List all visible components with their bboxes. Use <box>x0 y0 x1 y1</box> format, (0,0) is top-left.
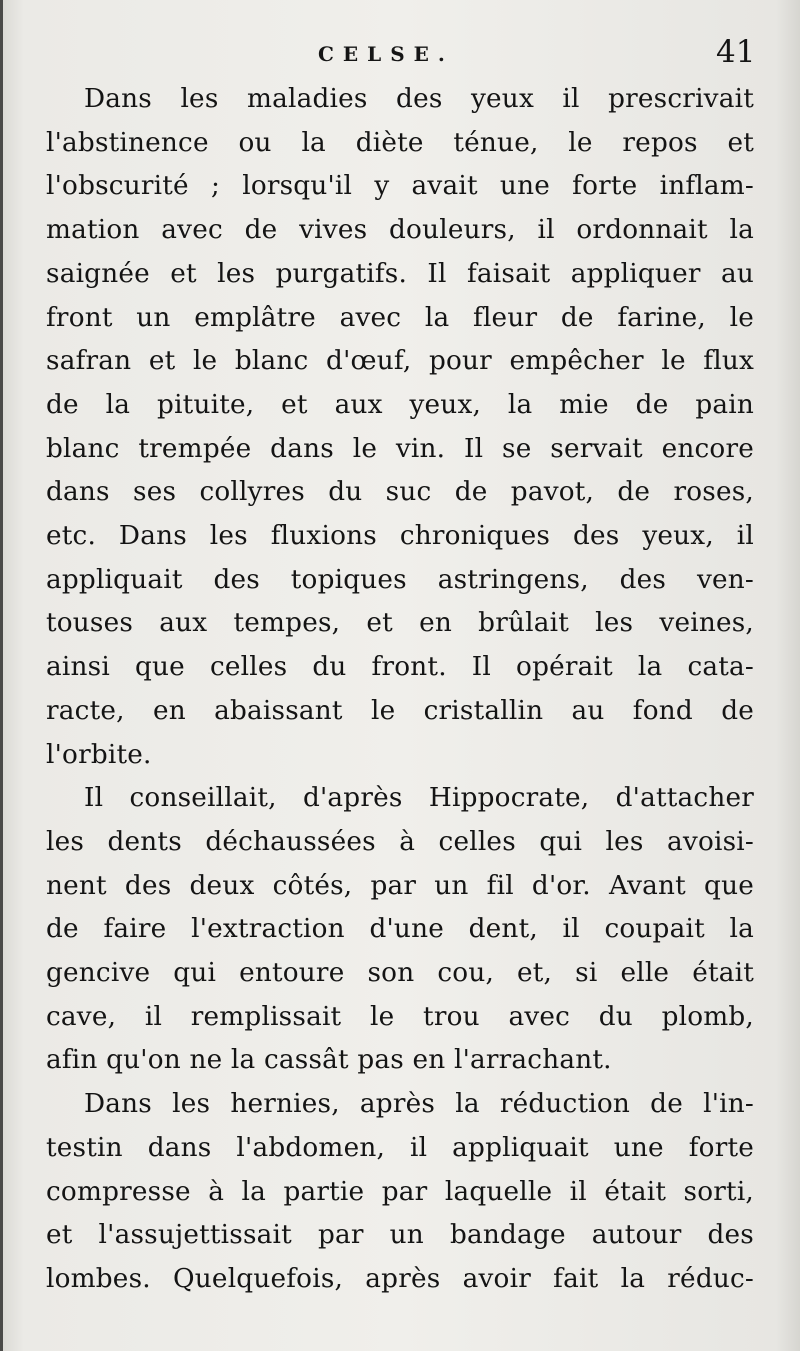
text-line: et l'assujettissait par un bandage autour des <box>46 1220 754 1251</box>
paragraph <box>46 78 754 777</box>
text-line: blanc trempée dans le vin. Il se servait encore <box>46 433 754 464</box>
text-line: front un emplâtre avec la fleur de farine, le <box>46 302 754 333</box>
page-number: 41 <box>716 34 756 70</box>
text-line: ainsi que celles du front. Il opérait la cata- <box>46 652 754 683</box>
text-line: touses aux tempes, et en brûlait les veines, <box>46 608 754 639</box>
text-line: l'obscurité ; lorsqu'il y avait une forte inflam- <box>46 171 754 202</box>
text-line: dans ses collyres du suc de pavot, de roses, <box>46 477 754 508</box>
text-line: cave, il remplissait le trou avec du plomb, <box>46 1001 754 1032</box>
text-line: saignée et les purgatifs. Il faisait appliquer au <box>46 258 754 289</box>
text-line: Il conseillait, d'après Hippocrate, d'attacher <box>84 783 754 814</box>
text-line: l'orbite. <box>46 739 152 770</box>
text-line: afin qu'on ne la cassât pas en l'arrachant. <box>46 1045 612 1076</box>
body-text <box>46 78 754 1302</box>
text-line: l'abstinence ou la diète ténue, le repos et <box>46 127 754 158</box>
text-line: compresse à la partie par laquelle il était sorti, <box>46 1176 754 1207</box>
paragraph <box>46 1083 754 1302</box>
text-line: gencive qui entoure son cou, et, si elle était <box>46 958 754 989</box>
page-header <box>0 34 800 74</box>
text-line: Dans les maladies des yeux il prescrivait <box>84 84 754 114</box>
text-line: testin dans l'abdomen, il appliquait une forte <box>46 1132 754 1163</box>
text-line: lombes. Quelquefois, après avoir fait la réduc- <box>46 1263 754 1294</box>
text-line: mation avec de vives douleurs, il ordonnait la <box>46 215 754 246</box>
text-line: appliquait des topiques astringens, des ven- <box>46 564 754 595</box>
text-line: Dans les hernies, après la réduction de l'in- <box>84 1089 754 1120</box>
running-head: CELSE. <box>318 42 454 66</box>
text-line: nent des deux côtés, par un fil d'or. Avant que <box>46 870 754 901</box>
page-edge-shadow <box>0 0 3 1351</box>
text-line: les dents déchaussées à celles qui les avoisi- <box>46 826 754 857</box>
text-line: de la pituite, et aux yeux, la mie de pain <box>46 389 754 420</box>
text-line: etc. Dans les fluxions chroniques des yeux, il <box>46 521 754 552</box>
paragraph <box>46 777 754 1083</box>
text-line: de faire l'extraction d'une dent, il coupait la <box>46 914 754 945</box>
text-line: racte, en abaissant le cristallin au fond de <box>46 695 754 726</box>
text-line: safran et le blanc d'œuf, pour empêcher le flux <box>46 346 754 377</box>
